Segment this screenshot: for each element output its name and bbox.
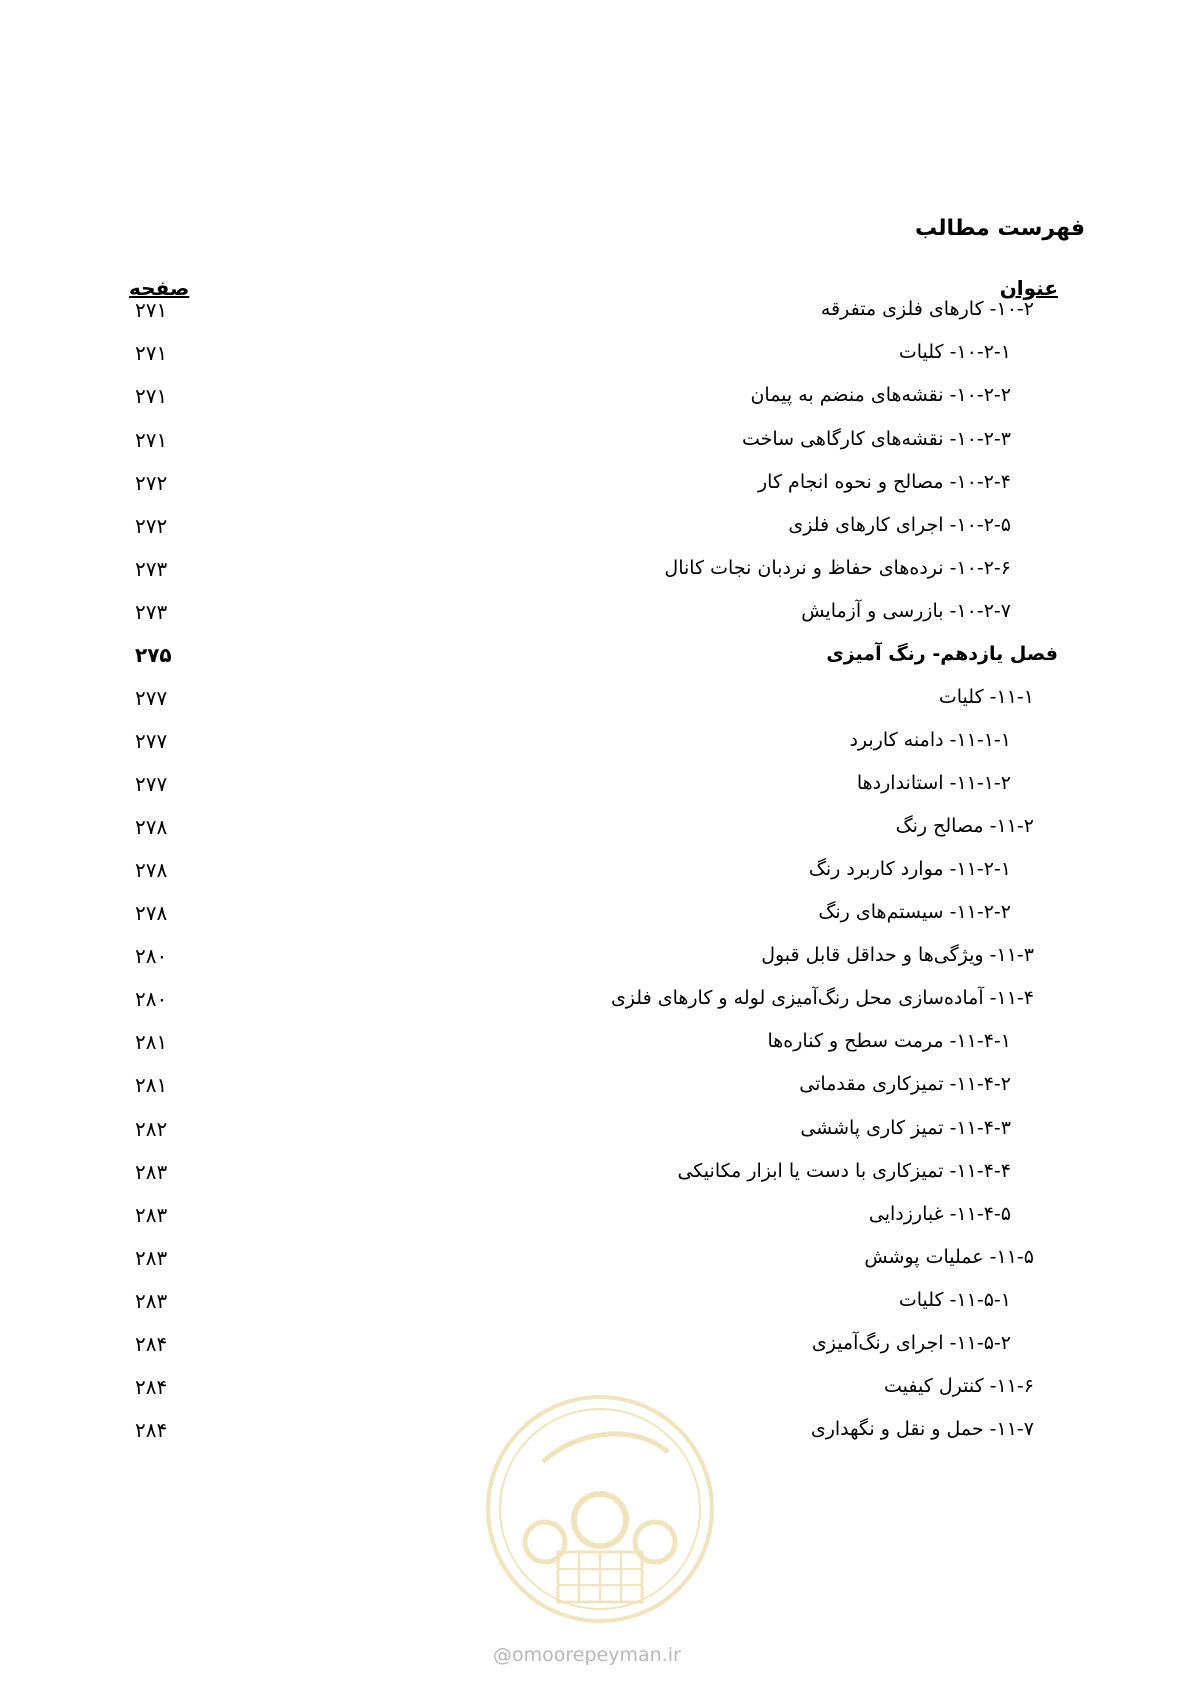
toc-entry[interactable] [0,987,1191,1017]
toc-entry[interactable] [0,384,1191,414]
toc-entry[interactable] [0,1117,1191,1147]
toc-entry-title: ۱۱-۱-۱- دامنه کاربرد [849,729,1011,751]
toc-entry-page: ۲۸۴ [135,1418,168,1442]
toc-entry-page: ۲۸۱ [135,1073,168,1097]
toc-entry-title: ۱۱-۳- ویژگی‌ها و حداقل قابل قبول [761,944,1034,966]
toc-entry-title: ۱۱-۴-۵- غبارزدایی [868,1203,1011,1225]
toc-entry[interactable] [0,729,1191,759]
toc-chapter-entry[interactable] [0,643,1191,673]
toc-entry-page: ۲۷۳ [135,600,168,624]
column-header-title: عنوان [999,276,1058,300]
toc-entry-page: ۲۷۲ [135,514,168,538]
toc-title: فهرست مطالب [914,216,1085,241]
toc-entry-title: ۱۱-۷- حمل و نقل و نگهداری [810,1418,1034,1440]
toc-entry-page: ۲۸۳ [135,1246,168,1270]
toc-entry[interactable] [0,341,1191,371]
toc-entry-title: ۱۱-۱- کلیات [938,686,1034,708]
toc-entry-title: ۱۱-۴-۴- تمیزکاری با دست یا ابزار مکانیکی [677,1160,1011,1182]
toc-entry[interactable] [0,1203,1191,1233]
toc-entry-page: ۲۷۱ [135,298,168,322]
toc-entry-page: ۲۸۳ [135,1160,168,1184]
toc-entry[interactable] [0,815,1191,845]
toc-entry[interactable] [0,1160,1191,1190]
toc-entry-title: ۱۱-۴- آماده‌سازی محل رنگ‌آمیزی لوله و کارهای فلزی [610,987,1034,1009]
column-header-page: صفحه [129,276,190,300]
toc-entry-title: ۱۰-۲-۵- اجرای کارهای فلزی [788,514,1011,536]
toc-entry-page: ۲۷۷ [135,729,168,753]
toc-entry-page: ۲۷۲ [135,471,168,495]
toc-entry-title: ۱۱-۴-۱- مرمت سطح و کناره‌ها [767,1030,1011,1052]
toc-entry-title: ۱۱-۵- عملیات پوشش [864,1246,1034,1268]
toc-entry[interactable] [0,471,1191,501]
toc-entry-page: ۲۸۰ [135,944,168,968]
toc-entry-title: ۱۰-۲-۶- نرده‌های حفاظ و نردبان نجات کانال [664,557,1011,579]
toc-entry-title: ۱۰-۲- کارهای فلزی متفرقه [820,298,1034,320]
toc-entry[interactable] [0,1030,1191,1060]
toc-entry[interactable] [0,686,1191,716]
toc-entry[interactable] [0,1073,1191,1103]
toc-entry-page: ۲۷۱ [135,384,168,408]
toc-entry-page: ۲۸۳ [135,1203,168,1227]
watermark-text: @omoorepeyman.ir [493,1644,681,1666]
toc-entry-title: ۱۱-۲-۱- موارد کاربرد رنگ [808,858,1011,880]
toc-entry-title: ۱۰-۲-۷- بازرسی و آزمایش [801,600,1011,622]
watermark-seal-icon [483,1392,717,1626]
toc-entry-page: ۲۸۴ [135,1332,168,1356]
toc-entry-page: ۲۷۷ [135,772,168,796]
toc-entry-title: ۱۱-۲- مصالح رنگ [895,815,1034,837]
toc-entry[interactable] [0,428,1191,458]
toc-entry-title: ۱۱-۱-۲- استانداردها [856,772,1011,794]
toc-entry-page: ۲۷۱ [135,428,168,452]
toc-entry-page: ۲۸۰ [135,987,168,1011]
toc-entry-page: ۲۸۲ [135,1117,168,1141]
toc-entry-page: ۲۸۳ [135,1289,168,1313]
toc-entry-page: ۲۷۸ [135,901,168,925]
toc-entry[interactable] [0,1289,1191,1319]
toc-entry[interactable] [0,858,1191,888]
toc-entry[interactable] [0,298,1191,328]
toc-entry[interactable] [0,557,1191,587]
toc-entry-title: ۱۱-۶- کنترل کیفیت [884,1375,1034,1397]
toc-entry-page: ۲۸۴ [135,1375,168,1399]
toc-entry-page: ۲۷۸ [135,815,168,839]
toc-entry-title: ۱۱-۴-۳- تمیز کاری پاششی [800,1117,1011,1139]
toc-entry-page: ۲۷۸ [135,858,168,882]
toc-entry[interactable] [0,944,1191,974]
toc-entry-title: ۱۱-۴-۲- تمیزکاری مقدماتی [799,1073,1011,1095]
toc-entry-title: ۱۰-۲-۳- نقشه‌های کارگاهی ساخت [741,428,1011,450]
toc-entry-page: ۲۷۷ [135,686,168,710]
toc-entry[interactable] [0,600,1191,630]
toc-entry-title: ۱۰-۲-۴- مصالح و نحوه انجام کار [758,471,1011,493]
toc-entry-page: ۲۷۵ [135,643,172,667]
toc-entry-title: ۱۱-۲-۲- سیستم‌های رنگ [818,901,1011,923]
toc-entry[interactable] [0,772,1191,802]
toc-entry-page: ۲۷۱ [135,341,168,365]
toc-entry-title: ۱۰-۲-۲- نقشه‌های منضم به پیمان [750,384,1011,406]
toc-entry[interactable] [0,1246,1191,1276]
toc-entry[interactable] [0,514,1191,544]
toc-entry-title: ۱۰-۲-۱- کلیات [898,341,1011,363]
toc-entry-title: ۱۱-۵-۲- اجرای رنگ‌آمیزی [811,1332,1011,1354]
toc-entry-title: ۱۱-۵-۱- کلیات [898,1289,1011,1311]
toc-entry[interactable] [0,1332,1191,1362]
toc-entry-page: ۲۸۱ [135,1030,168,1054]
toc-entry-page: ۲۷۳ [135,557,168,581]
toc-entry[interactable] [0,901,1191,931]
toc-entry-title: فصل یازدهم- رنگ آمیزی [826,643,1058,665]
